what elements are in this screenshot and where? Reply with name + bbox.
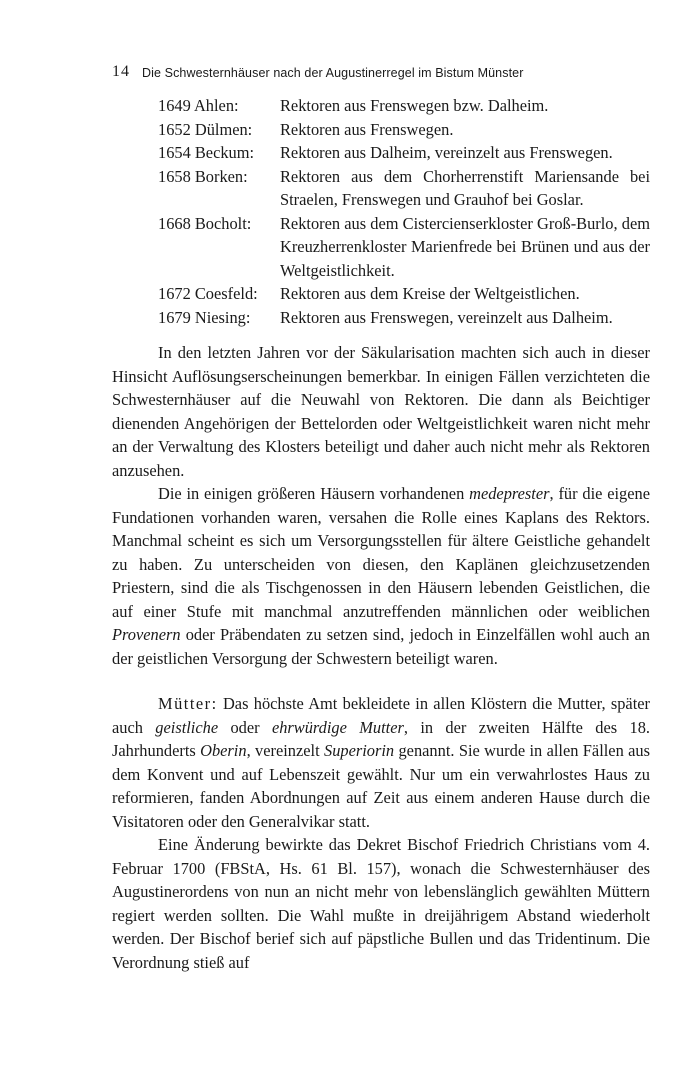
list-item-label: 1672 Coesfeld: (158, 284, 258, 303)
list-item-label: 1654 Beckum: (158, 143, 255, 162)
list-item (158, 165, 650, 212)
paragraph-dissolution: In den letzten Jahren vor der Säkularisation machten sich auch in dieser Hinsicht Auflösungserscheinungen bemerkbar. In einigen Fällen verzichteten die Schwesternhäuser auf die Neuwahl von Rektoren. Die dann als Beichtiger dienenden Angehörigen der Bettelorden oder Weltgeistlichkeit waren nicht mehr an der Verwaltung des Klosters beteiligt und daher auch nicht mehr als Rektoren anzusehen. (112, 343, 650, 480)
list-item (158, 94, 650, 118)
list-item-text: Rektoren aus dem Cistercienserkloster Groß-Burlo, dem Kreuzherrenkloster Marienfrede bei Brünen und aus der Weltgeistlichkeit. (280, 213, 650, 280)
list-item (158, 141, 650, 165)
section-heading: Mütter: (158, 694, 218, 713)
list-item-text: Rektoren aus Frenswegen. (280, 119, 454, 139)
list-item-text: Rektoren aus Dalheim, vereinzelt aus Frenswegen. (280, 143, 613, 162)
list-item-label: 1679 Niesing: (158, 307, 251, 327)
paragraph-decree: Eine Änderung bewirkte das Dekret Bischof Friedrich Christians vom 4. Februar 1700 (FBStA, Hs. 61 Bl. 157), wonach die Schwesternhäuser des Augustinerordens von nun an nicht mehr von lebenslänglich gewählten Müttern regiert werden sollten. Die Wahl mußte in dreijährigem Abstand wiederholt werden. Der Bischof berief sich auf päpstliche Bullen und das Tridentinum. Die Verordnung stieß auf (112, 835, 650, 972)
list-item (158, 118, 650, 142)
page-header (112, 62, 650, 90)
list-item-label: 1658 Borken: (158, 166, 248, 186)
term-medeprester: medeprester (469, 484, 550, 503)
list-item-text: Rektoren aus dem Kreise der Weltgeistlichen. (280, 284, 580, 303)
list-item-label: 1668 Bocholt: (158, 213, 252, 233)
list-item (158, 306, 650, 330)
running-title: Die Schwesternhäuser nach der Augustinerregel im Bistum Münster (142, 66, 524, 80)
list-item-label: 1652 Dülmen: (158, 119, 253, 139)
list-item-text: Rektoren aus Frenswegen, vereinzelt aus Dalheim. (280, 307, 613, 327)
list-item-label: 1649 Ahlen: (158, 96, 239, 115)
paragraph-medeprester: Die in einigen größeren Häusern vorhandenen medeprester, für die eigene Fundationen vorhanden waren, versahen die Rolle eines Kaplans des Rektors. Manchmal scheint es sich um Versorgungsstellen für ältere Geistliche gehandelt zu haben. Zu unterscheiden von diesen, den Kaplänen gleichzusetzenden Priestern, sind die als Tischgenossen in den Häusern lebenden Geistlichen, die auf einer Stufe mit manchmal anzutreffenden männlichen oder weiblichen Provenern oder Präbendaten zu setzen sind, jedoch in Einzelfällen wohl auch an der geistlichen Versorgung der Schwestern beteiligt waren. (112, 484, 650, 668)
list-item (158, 282, 650, 306)
term-provenern: Provenern (112, 625, 181, 644)
paragraph-muetter: Mütter: Das höchste Amt bekleidete in allen Klöstern die Mutter, später auch geistliche oder ehrwürdige Mutter, in der zweiten Hälfte des 18. Jahrhunderts Oberin, vereinzelt Superiorin genannt. Sie wurde in allen Fällen aus dem Konvent und auf Lebenszeit gewählt. Nur um ein verwahrlostes Haus zu reformieren, fanden Abordnungen auf Zeit aus einem anderen Hause durch die Visitatoren oder den Generalvikar statt. (112, 694, 650, 831)
list-item (158, 212, 650, 283)
book-page (112, 62, 650, 974)
list-item-text: Rektoren aus Frenswegen bzw. Dalheim. (280, 96, 549, 115)
page-number: 14 (112, 63, 130, 80)
list-item-text: Rektoren aus dem Chorherrenstift Mariensande bei Straelen, Frenswegen und Grauhof bei Goslar. (280, 166, 650, 209)
rector-list (158, 94, 650, 329)
